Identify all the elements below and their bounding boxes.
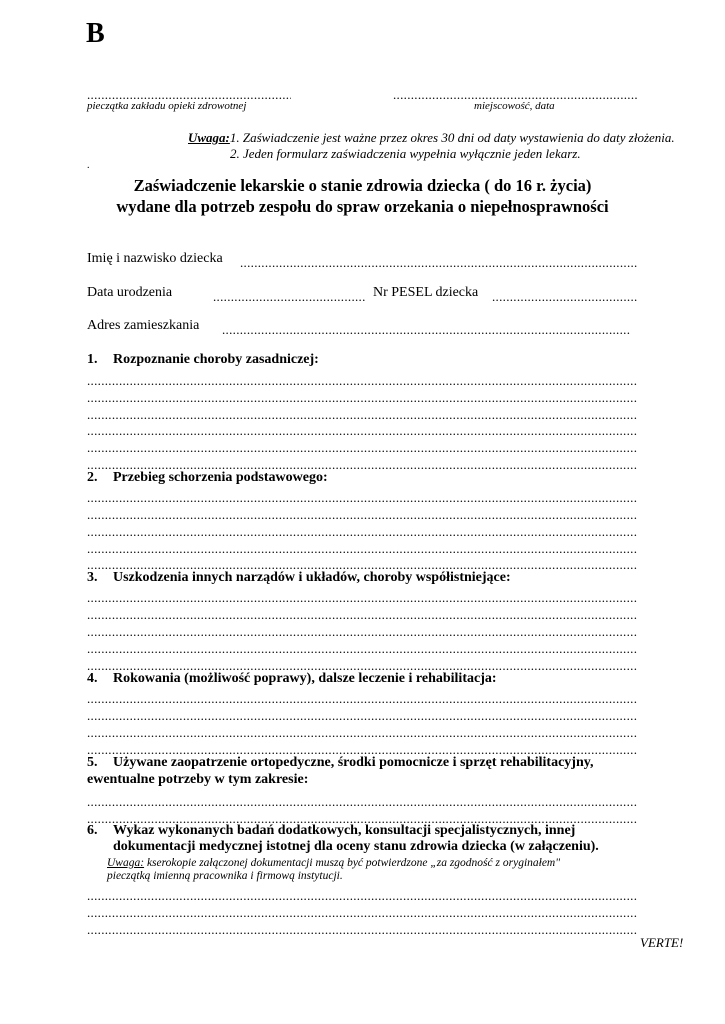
note-text-1: 1. Zaświadczenie jest ważne przez okres 30 dni od daty wystawienia do daty złożenia.	[229, 130, 675, 145]
section-6-line[interactable]	[87, 889, 637, 902]
birth-date-label: Data urodzenia	[87, 285, 173, 300]
stray-mark: .	[87, 160, 90, 171]
section-1-line[interactable]	[87, 408, 637, 421]
section-6-note-label: Uwaga:	[107, 857, 145, 869]
pesel-field[interactable]	[492, 290, 637, 303]
section-3-title: Uszkodzenia innych narządów i układów, choroby współistniejące:	[113, 570, 511, 585]
section-1-line[interactable]	[87, 374, 637, 387]
section-6-note-line-2: pieczątką imienną pracownika i firmową instytucji.	[107, 870, 343, 882]
section-3-number: 3.	[87, 570, 98, 585]
child-name-label: Imię i nazwisko dziecka	[87, 251, 223, 266]
address-field[interactable]	[222, 323, 631, 336]
section-5-heading	[87, 755, 593, 771]
section-3-line[interactable]	[87, 608, 637, 621]
section-6-heading	[87, 823, 575, 839]
section-2-number: 2.	[87, 470, 98, 485]
section-4-number: 4.	[87, 671, 98, 686]
section-6-note-text-1: kserokopie załączonej dokumentacji muszą być potwierdzone „za zgodność z oryginałem"	[144, 857, 561, 869]
section-2-line[interactable]	[87, 508, 637, 521]
note-line-1	[188, 130, 675, 146]
section-4-title: Rokowania (możliwość poprawy), dalsze leczenie i rehabilitacja:	[113, 671, 497, 686]
section-2-line[interactable]	[87, 542, 637, 555]
section-6-title: Wykaz wykonanych badań dodatkowych, konsultacji specjalistycznych, innej	[113, 823, 576, 838]
section-5-title: Używane zaopatrzenie ortopedyczne, środki pomocnicze i sprzęt rehabilitacyjny,	[113, 755, 594, 770]
form-title-line-1: Zaświadczenie lekarskie o stanie zdrowia dziecka ( do 16 r. życia)	[133, 176, 592, 195]
section-1-line[interactable]	[87, 391, 637, 404]
section-4-line[interactable]	[87, 692, 637, 705]
section-3-line[interactable]	[87, 591, 637, 604]
section-2-heading	[87, 470, 328, 486]
section-2-title: Przebieg schorzenia podstawowego:	[113, 470, 328, 485]
address-label: Adres zamieszkania	[87, 318, 200, 333]
section-6-line[interactable]	[87, 923, 637, 936]
section-6-note-line-1	[107, 857, 560, 869]
verte-note: VERTE!	[640, 935, 684, 950]
section-5-title-cont: ewentualne potrzeby w tym zakresie:	[87, 772, 309, 787]
note-label: Uwaga:	[188, 130, 230, 145]
section-6-title-cont: dokumentacji medycznej istotnej dla oceny stanu zdrowia dziecka (w załączeniu).	[113, 839, 599, 854]
section-1-heading	[87, 352, 319, 368]
section-6-number: 6.	[87, 823, 98, 838]
form-letter: B	[86, 18, 105, 49]
form-title-line-2: wydane dla potrzeb zespołu do spraw orzekania o niepełnosprawności	[116, 197, 609, 216]
section-1-line[interactable]	[87, 424, 637, 437]
section-5-line[interactable]	[87, 795, 637, 808]
section-1-title: Rozpoznanie choroby zasadniczej:	[113, 352, 319, 367]
child-name-field[interactable]	[240, 256, 637, 269]
section-4-heading	[87, 671, 497, 687]
section-4-line[interactable]	[87, 726, 637, 739]
section-1-number: 1.	[87, 352, 98, 367]
section-5-number: 5.	[87, 755, 98, 770]
section-1-line[interactable]	[87, 441, 637, 454]
note-line-2: 2. Jeden formularz zaświadczenia wypełnia wyłącznie jeden lekarz.	[230, 146, 581, 161]
section-4-line[interactable]	[87, 709, 637, 722]
stamp-caption: pieczątka zakładu opieki zdrowotnej	[87, 100, 247, 112]
section-2-line[interactable]	[87, 491, 637, 504]
pesel-label: Nr PESEL dziecka	[373, 285, 479, 300]
section-6-line[interactable]	[87, 906, 637, 919]
section-3-heading	[87, 570, 511, 586]
section-3-line[interactable]	[87, 625, 637, 638]
section-2-line[interactable]	[87, 525, 637, 538]
place-date-caption: miejscowość, data	[474, 100, 555, 112]
section-3-line[interactable]	[87, 642, 637, 655]
birth-date-field[interactable]	[213, 290, 365, 303]
